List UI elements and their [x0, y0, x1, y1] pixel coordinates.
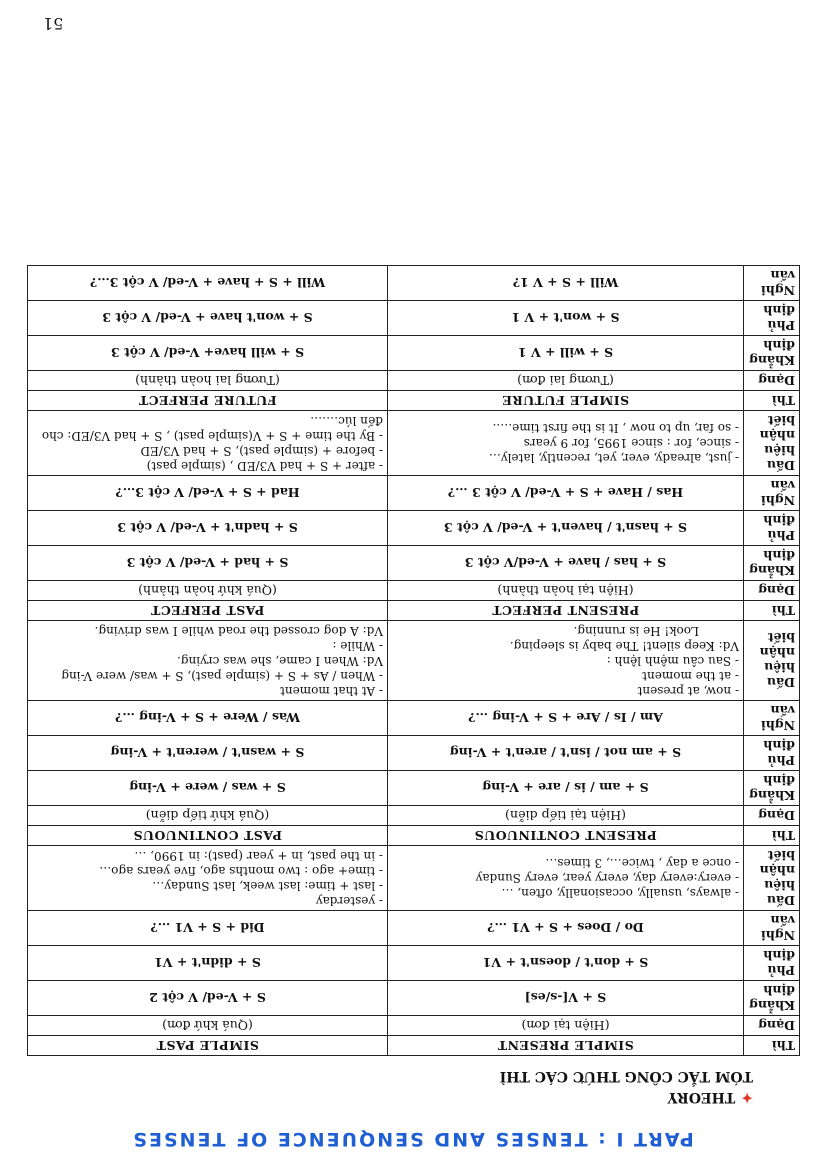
- row-label-nghi-van: Nghi vấn: [744, 266, 800, 301]
- table-row: [28, 581, 800, 601]
- tense-vietnamese: (Hiện tại đơn): [388, 1016, 744, 1036]
- question-formula: Has / Have + S + V-ed/ V cột 3 …?: [388, 476, 744, 511]
- theory-label: THEORY: [667, 1089, 736, 1105]
- question-formula: Had + S + V-ed/ V cột 3…?: [28, 476, 388, 511]
- row-label-khang-dinh: Khẳng định: [744, 336, 800, 371]
- row-label-khang-dinh: Khẳng định: [744, 771, 800, 806]
- affirmative-formula: S + was / were + V-ing: [28, 771, 388, 806]
- table-row: [28, 391, 800, 411]
- row-label-dang: Dạng: [744, 806, 800, 826]
- row-label-khang-dinh: Khẳng định: [744, 546, 800, 581]
- signal-words: [388, 621, 744, 701]
- negative-formula: S + hasn't / haven't + V-ed/ V cột 3: [388, 511, 744, 546]
- table-row: [28, 336, 800, 371]
- table-row: [28, 476, 800, 511]
- signal-line: - in the past, in + year (past): in 1990, …: [134, 849, 383, 863]
- affirmative-formula: S + will have+ V-ed/ V cột 3: [28, 336, 388, 371]
- row-label-khang-dinh: Khẳng định: [744, 981, 800, 1016]
- tense-vietnamese: (Quá khứ tiếp diễn): [28, 806, 388, 826]
- row-label-phu-dinh: Phủ định: [744, 301, 800, 336]
- tense-name: PAST PERFECT: [28, 601, 388, 621]
- row-label-thi: Thì: [744, 826, 800, 846]
- negative-formula: S + won't have + V-ed/ V cột 3: [28, 301, 388, 336]
- question-formula: Was / Were + S + V-ing …?: [28, 701, 388, 736]
- signal-line: - every:every day, every year, every Sunday: [475, 871, 739, 886]
- row-label-dang: Dạng: [744, 371, 800, 391]
- tense-vietnamese: (Tương lai hoàn thành): [28, 371, 388, 391]
- table-row: [28, 981, 800, 1016]
- signal-line: - once a day , twice…, 3 times…: [545, 856, 739, 871]
- signal-line: - At that moment: [280, 684, 383, 698]
- table-row: [28, 411, 800, 476]
- table-row: [28, 826, 800, 846]
- signal-line: - just, already, ever, yet, recently, lately…: [488, 451, 739, 466]
- negative-formula: S + wasn't / weren't + V-ing: [28, 736, 388, 771]
- negative-formula: S + didn't + V1: [28, 946, 388, 981]
- signal-words: [28, 621, 388, 701]
- affirmative-formula: S + will + V 1: [388, 336, 744, 371]
- row-label-phu-dinh: Phủ định: [744, 511, 800, 546]
- signal-line: - before + (simple past), S + had V3/ED: [140, 444, 383, 458]
- negative-formula: S + don't / doesn't + V1: [388, 946, 744, 981]
- signal-line: - now, at present: [637, 684, 739, 698]
- negative-formula: S + won't + V 1: [388, 301, 744, 336]
- table-row: [28, 736, 800, 771]
- row-label-thi: Thì: [744, 391, 800, 411]
- negative-formula: S + hadn't + V-ed/ V cột 3: [28, 511, 388, 546]
- question-formula: Will + S + have + V-ed/ V cột 3…?: [28, 266, 388, 301]
- table-row: [28, 806, 800, 826]
- tenses-table: [27, 265, 800, 1056]
- row-label-dau-hieu: Dấu hiệu nhận biết: [744, 411, 800, 476]
- signal-line: Vd: Keep silent! The baby is sleeping.: [509, 639, 739, 653]
- tense-name: SIMPLE FUTURE: [388, 391, 744, 411]
- row-label-thi: Thì: [744, 601, 800, 621]
- signal-line: - yesterday: [315, 894, 383, 908]
- question-formula: Do / Does + S + V1 …?: [388, 911, 744, 946]
- page-number: 51: [43, 14, 64, 33]
- tense-vietnamese: (Quá khứ hoàn thành): [28, 581, 388, 601]
- tense-vietnamese: (Hiện tại hoàn thành): [388, 581, 744, 601]
- table-row: [28, 546, 800, 581]
- signal-words: [28, 846, 388, 911]
- row-label-dang: Dạng: [744, 581, 800, 601]
- tense-vietnamese: (Tương lai đơn): [388, 371, 744, 391]
- tense-name: SIMPLE PRESENT: [388, 1036, 744, 1056]
- signal-line: - When / As + S + (simple past), S + was/ were V-ing: [61, 669, 383, 683]
- table-row: [28, 701, 800, 736]
- table-row: [28, 911, 800, 946]
- table-row: [28, 371, 800, 391]
- table-row: [28, 511, 800, 546]
- question-formula: Am / Is / Are + S + V-ing …?: [388, 701, 744, 736]
- row-label-nghi-van: Nghi vấn: [744, 911, 800, 946]
- affirmative-formula: S + had + V-ed/ V cột 3: [28, 546, 388, 581]
- signal-line: - at the moment: [642, 669, 739, 683]
- summary-title: TÓM TẮC CÔNG THỨC CÁC THÌ: [499, 1068, 753, 1084]
- signal-line: Vd: When I came, she was crying.: [177, 654, 383, 668]
- signal-line: - time+ ago : two months ago, five years ago…: [99, 864, 383, 878]
- tense-name: SIMPLE PAST: [28, 1036, 388, 1056]
- table-row: [28, 266, 800, 301]
- signal-line: Vd: A dog crossed the road while I was driving.: [94, 624, 383, 638]
- signal-line: - since, for : since 1995, for 9 years: [523, 436, 739, 451]
- row-label-phu-dinh: Phủ định: [744, 946, 800, 981]
- signal-line: - after + S + had V3/ED , (simple past): [146, 459, 383, 473]
- theory-heading: [668, 1089, 753, 1105]
- signal-words: [388, 411, 744, 476]
- affirmative-formula: S + V-ed/ V cột 2: [28, 981, 388, 1016]
- table-row: [28, 846, 800, 911]
- table-row: [28, 771, 800, 806]
- table-row: [28, 621, 800, 701]
- table-row: [28, 1016, 800, 1036]
- tense-vietnamese: (Hiện tại tiếp diễn): [388, 806, 744, 826]
- row-label-dau-hieu: Dấu hiệu nhận biết: [744, 621, 800, 701]
- row-label-phu-dinh: Phủ định: [744, 736, 800, 771]
- signal-line: - While :: [332, 639, 383, 653]
- negative-formula: S + am not / isn't / aren't + V-ing: [388, 736, 744, 771]
- tense-name: PAST CONTINUOUS: [28, 826, 388, 846]
- table-row: [28, 301, 800, 336]
- affirmative-formula: S + V[-s/es]: [388, 981, 744, 1016]
- affirmative-formula: S + has / have + V-ed/V cột 3: [388, 546, 744, 581]
- row-label-nghi-van: Nghi vấn: [744, 701, 800, 736]
- signal-line: - By the time + S + V(simple past) , S + had V3/ED: cho đến lúc…….: [41, 414, 383, 443]
- affirmative-formula: S + am / is / are + V-ing: [388, 771, 744, 806]
- part-title: PART I : TENSES AND SENQUENCE OF TENSES: [131, 1128, 694, 1150]
- tense-name: FUTURE PERFECT: [28, 391, 388, 411]
- row-label-thi: Thì: [744, 1036, 800, 1056]
- signal-line: - always, usually, occasionally, often, …: [501, 886, 739, 901]
- star-bullet-icon: ✦: [741, 1089, 753, 1105]
- signal-words: [388, 846, 744, 911]
- question-formula: Will + S + V 1?: [388, 266, 744, 301]
- signal-words: [28, 411, 388, 476]
- signal-line: - Sau câu mệnh lệnh :: [606, 654, 739, 668]
- signal-line: Look! He is running.: [573, 624, 699, 638]
- table-row: [28, 1036, 800, 1056]
- question-formula: Did + S + V1 …?: [28, 911, 388, 946]
- row-label-nghi-van: Nghi vấn: [744, 476, 800, 511]
- signal-line: - last + time: last week, last Sunday…: [152, 879, 383, 893]
- row-label-dang: Dạng: [744, 1016, 800, 1036]
- tense-vietnamese: (Quá khứ đơn): [28, 1016, 388, 1036]
- tense-name: PRESENT PERFECT: [388, 601, 744, 621]
- signal-line: - so far, up to now , It is the first time…..: [492, 421, 739, 436]
- tense-name: PRESENT CONTINUOUS: [388, 826, 744, 846]
- table-row: [28, 946, 800, 981]
- row-label-dau-hieu: Dấu hiệu nhận biết: [744, 846, 800, 911]
- table-row: [28, 601, 800, 621]
